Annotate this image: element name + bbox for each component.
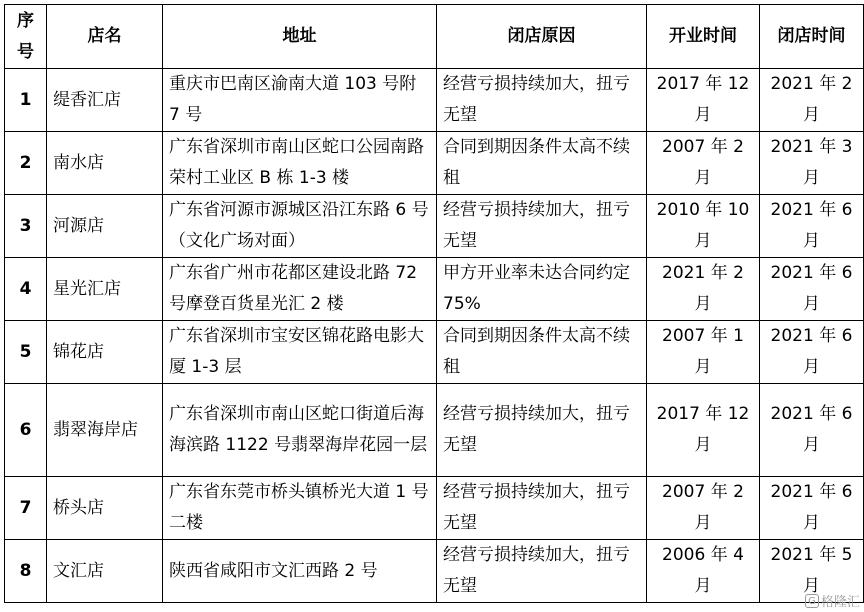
close-time: 2021 年 6 月 xyxy=(760,477,864,540)
store-address: 陕西省咸阳市文汇西路 2 号 xyxy=(163,540,437,603)
table-row xyxy=(5,540,864,603)
open-time: 2021 年 2 月 xyxy=(647,258,760,321)
table-row xyxy=(5,195,864,258)
close-time: 2021 年 3 月 xyxy=(760,132,864,195)
logo-icon: G xyxy=(805,594,819,608)
row-index: 8 xyxy=(5,540,47,603)
closure-reason: 经营亏损持续加大，扭亏无望 xyxy=(437,69,647,132)
table-row xyxy=(5,258,864,321)
close-time: 2021 年 5 月 xyxy=(760,540,864,603)
header-open-time: 开业时间 xyxy=(647,5,760,69)
store-address: 广东省深圳市南山区蛇口公园南路荣村工业区 B 栋 1-3 楼 xyxy=(163,132,437,195)
header-close-time: 闭店时间 xyxy=(760,5,864,69)
closure-reason: 经营亏损持续加大，扭亏无望 xyxy=(437,477,647,540)
store-name: 锦花店 xyxy=(47,321,163,384)
store-name: 星光汇店 xyxy=(47,258,163,321)
store-closure-table xyxy=(4,4,864,603)
row-index: 5 xyxy=(5,321,47,384)
closure-reason: 合同到期因条件太高不续租 xyxy=(437,132,647,195)
row-index: 3 xyxy=(5,195,47,258)
close-time: 2021 年 6 月 xyxy=(760,384,864,477)
close-time: 2021 年 2 月 xyxy=(760,69,864,132)
open-time: 2007 年 2 月 xyxy=(647,132,760,195)
closure-reason: 经营亏损持续加大，扭亏无望 xyxy=(437,384,647,477)
open-time: 2010 年 10 月 xyxy=(647,195,760,258)
table-row xyxy=(5,69,864,132)
close-time: 2021 年 6 月 xyxy=(760,321,864,384)
store-name: 翡翠海岸店 xyxy=(47,384,163,477)
store-name: 缇香汇店 xyxy=(47,69,163,132)
close-time: 2021 年 6 月 xyxy=(760,195,864,258)
row-index: 6 xyxy=(5,384,47,477)
closure-reason: 经营亏损持续加大，扭亏无望 xyxy=(437,540,647,603)
store-address: 重庆市巴南区渝南大道 103 号附 7 号 xyxy=(163,69,437,132)
closure-reason: 合同到期因条件太高不续租 xyxy=(437,321,647,384)
table-row xyxy=(5,321,864,384)
store-address: 广东省河源市源城区沿江东路 6 号（文化广场对面） xyxy=(163,195,437,258)
table-row xyxy=(5,477,864,540)
store-name: 南水店 xyxy=(47,132,163,195)
store-name: 文汇店 xyxy=(47,540,163,603)
row-index: 7 xyxy=(5,477,47,540)
open-time: 2017 年 12 月 xyxy=(647,384,760,477)
row-index: 4 xyxy=(5,258,47,321)
open-time: 2007 年 1 月 xyxy=(647,321,760,384)
open-time: 2007 年 2 月 xyxy=(647,477,760,540)
store-address: 广东省广州市花都区建设北路 72 号摩登百货星光汇 2 楼 xyxy=(163,258,437,321)
store-address: 广东省东莞市桥头镇桥光大道 1 号二楼 xyxy=(163,477,437,540)
closure-reason: 经营亏损持续加大，扭亏无望 xyxy=(437,195,647,258)
header-address: 地址 xyxy=(163,5,437,69)
table-header-row xyxy=(5,5,864,69)
row-index: 1 xyxy=(5,69,47,132)
watermark xyxy=(805,591,860,610)
store-address: 广东省深圳市宝安区锦花路电影大厦 1-3 层 xyxy=(163,321,437,384)
closure-reason: 甲方开业率未达合同约定 75% xyxy=(437,258,647,321)
open-time: 2006 年 4 月 xyxy=(647,540,760,603)
open-time: 2017 年 12 月 xyxy=(647,69,760,132)
store-name: 桥头店 xyxy=(47,477,163,540)
watermark-text: 格隆汇 xyxy=(820,595,860,610)
header-reason: 闭店原因 xyxy=(437,5,647,69)
table-row xyxy=(5,384,864,477)
store-name: 河源店 xyxy=(47,195,163,258)
store-address: 广东省深圳市南山区蛇口街道后海海滨路 1122 号翡翠海岸花园一层 xyxy=(163,384,437,477)
close-time: 2021 年 6 月 xyxy=(760,258,864,321)
table-row xyxy=(5,132,864,195)
header-index: 序号 xyxy=(5,5,47,69)
header-name: 店名 xyxy=(47,5,163,69)
row-index: 2 xyxy=(5,132,47,195)
